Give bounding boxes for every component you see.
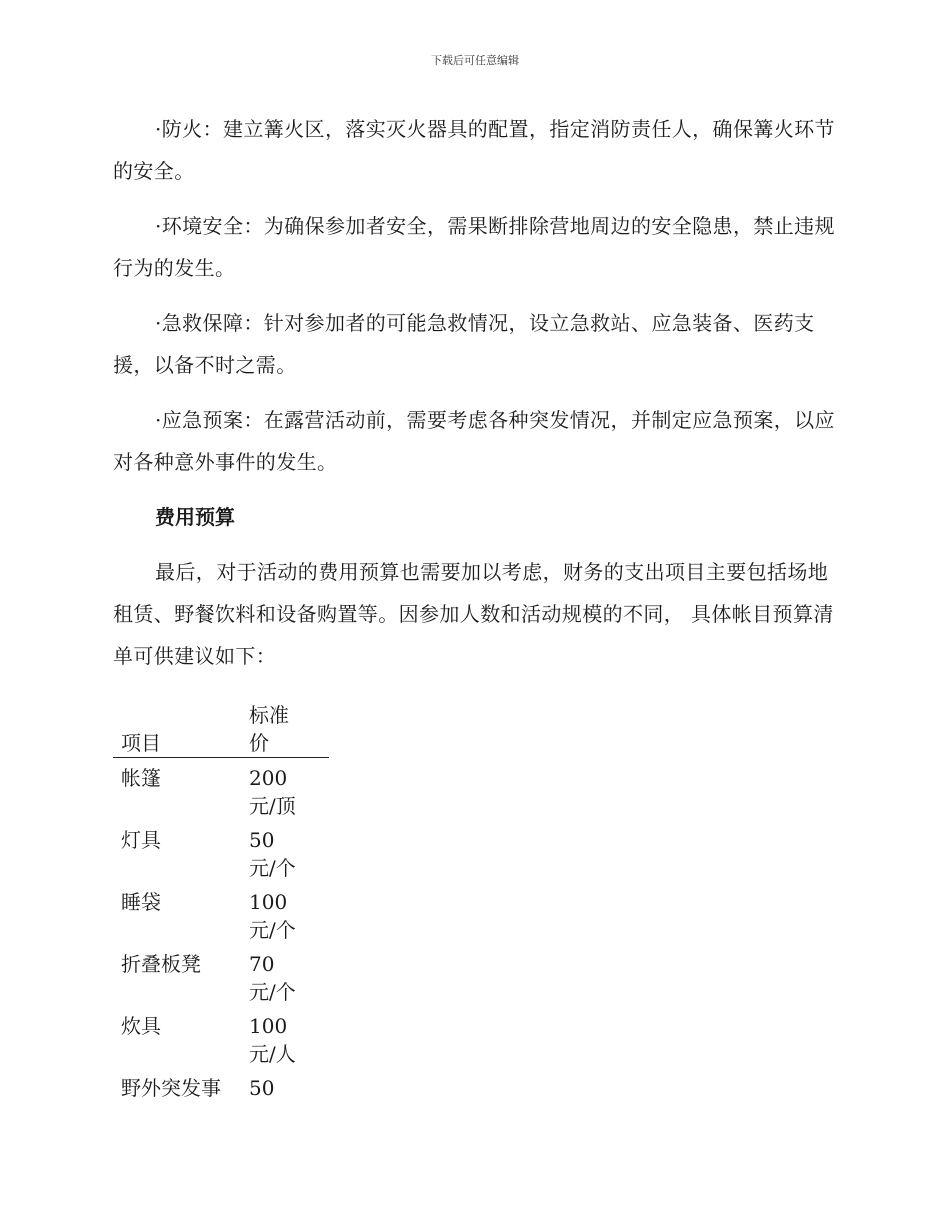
table-row [113, 820, 329, 882]
row-price-amount: 70 [249, 952, 275, 976]
row-price-amount: 50 [249, 1076, 275, 1100]
row-price-unit: 元/顶 [249, 794, 296, 818]
paragraph-environment-safety: ·环境安全：为确保参加者安全，需果断排除营地周边的安全隐患，禁止违规行为的发生。 [113, 214, 835, 280]
paragraph-budget-intro: 最后，对于活动的费用预算也需要加以考虑，财务的支出项目主要包括场地租赁、野餐饮料和设备购置等。因参加人数和活动规模的不同， 具体帐目预算清单可供建议如下： [113, 560, 834, 668]
table-row [113, 944, 329, 1006]
row-price-unit: 元/个 [249, 918, 296, 942]
row-item: 野外突发事 [121, 1076, 221, 1100]
table-row [113, 1006, 329, 1068]
header-price-line1: 标准 [249, 703, 289, 727]
header-price [249, 701, 329, 758]
row-item: 睡袋 [121, 890, 161, 914]
row-price-unit: 元/个 [249, 856, 296, 880]
row-item: 炊具 [121, 1014, 161, 1038]
row-price-unit: 元/个 [249, 980, 296, 1004]
row-price [249, 1068, 329, 1102]
row-price [249, 820, 329, 882]
page-header-note: 下载后可任意编辑 [431, 54, 519, 67]
header-item: 项目 [121, 731, 161, 755]
paragraph-emergency-plan: ·应急预案：在露营活动前，需要考虑各种突发情况，并制定应急预案，以应对各种意外事件的发生。 [113, 408, 835, 474]
budget-table [113, 701, 329, 1102]
table-row [113, 758, 329, 821]
paragraph-fire-safety: ·防火：建立篝火区，落实灭火器具的配置，指定消防责任人，确保篝火环节的安全。 [113, 117, 835, 183]
row-item: 帐篷 [121, 766, 161, 790]
document-body [113, 108, 835, 1102]
row-price-amount: 100 [249, 890, 288, 914]
row-price [249, 882, 329, 944]
table-row [113, 882, 329, 944]
row-price [249, 758, 329, 821]
row-price-amount: 100 [249, 1014, 288, 1038]
row-price-amount: 200 [249, 766, 288, 790]
paragraph-first-aid: ·急救保障：针对参加者的可能急救情况，设立急救站、应急装备、医药支援，以备不时之需。 [113, 311, 815, 377]
row-price [249, 944, 329, 1006]
section-title-budget: 费用预算 [155, 505, 235, 529]
row-price-amount: 50 [249, 828, 275, 852]
table-row [113, 1068, 329, 1102]
table-header-row [113, 701, 329, 758]
row-item: 灯具 [121, 828, 161, 852]
row-item: 折叠板凳 [121, 952, 201, 976]
row-price [249, 1006, 329, 1068]
header-price-line2: 价 [249, 731, 269, 755]
row-price-unit: 元/人 [249, 1042, 296, 1066]
